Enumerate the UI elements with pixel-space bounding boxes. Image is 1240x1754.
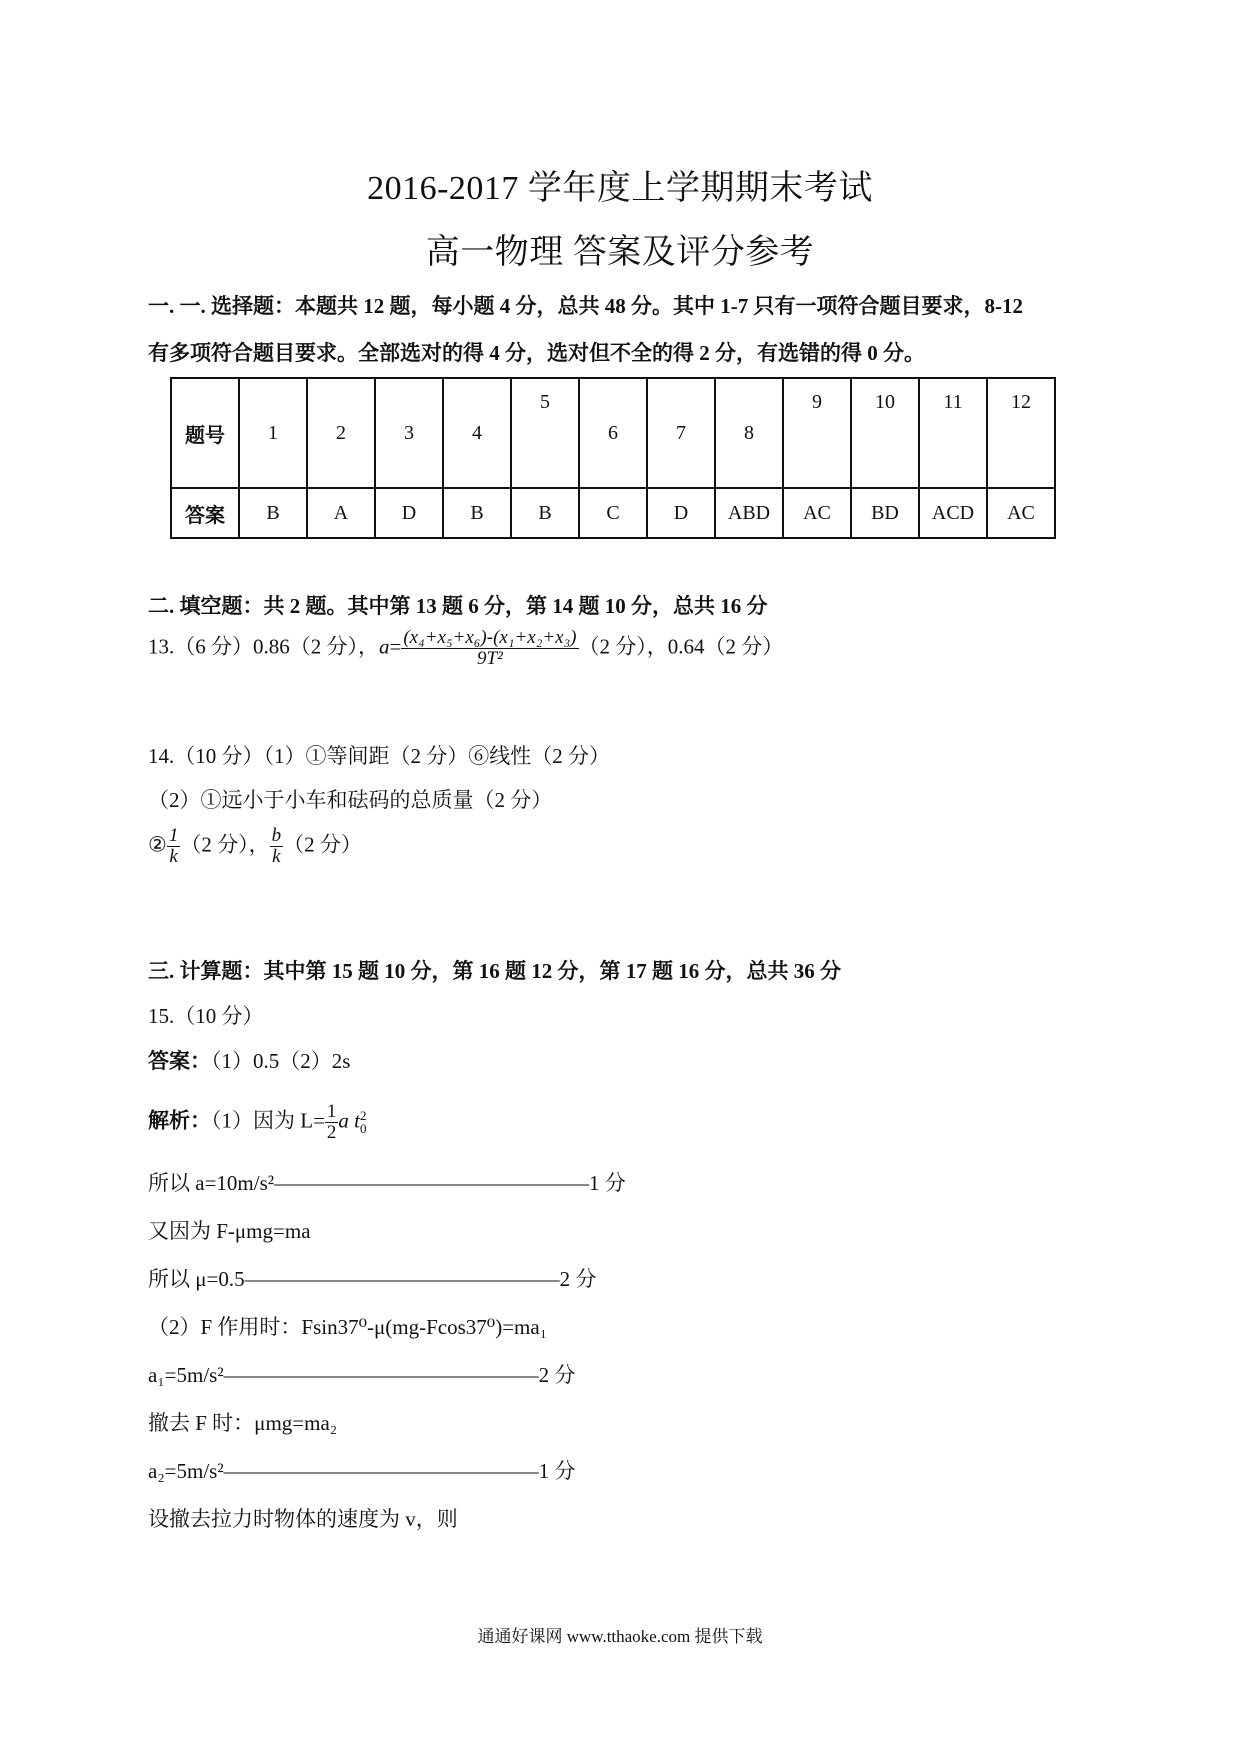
q13-eq: = <box>389 634 402 659</box>
table-cell: D <box>647 488 715 538</box>
q13-var: a <box>379 634 390 659</box>
table-cell: 2 <box>307 378 375 488</box>
half-den: 2 <box>326 1121 337 1143</box>
table-cell: BD <box>851 488 919 538</box>
calc-line-3: 所以 μ=0.5———————————————2 分 <box>148 1267 597 1291</box>
table-cell: 9 <box>783 378 851 488</box>
analysis-label: 解析： <box>148 1108 211 1133</box>
q13-suffix: （2 分），0.64（2 分） <box>578 634 784 659</box>
table-cell: B <box>443 488 511 538</box>
q14-line1: 14.（10 分）（1）①等间距（2 分）⑥线性（2 分） <box>148 744 610 768</box>
table-cell: 7 <box>647 378 715 488</box>
analysis-text: （1）因为 L= <box>211 1108 325 1133</box>
table-cell: 11 <box>919 378 987 488</box>
table-cell: C <box>579 488 647 538</box>
calc-line-6: 撤去 F 时：μmg=ma₂ <box>148 1411 338 1435</box>
t0-sup: 2 <box>360 1108 367 1124</box>
answer-key-title: 高一物理 答案及评分参考 <box>425 234 815 271</box>
table-cell: 3 <box>375 378 443 488</box>
q14-line3 <box>148 826 362 867</box>
row-head-answer: 答案 <box>171 488 239 538</box>
section2-heading: 二. 填空题：共 2 题。其中第 13 题 6 分，第 14 题 10 分，总共 16 分 <box>148 594 768 618</box>
q14-mid: （2 分）， <box>180 832 270 857</box>
q13-denominator: 9T² <box>477 647 503 669</box>
q13-numerator: (x₄+x₅+x₆)-(x₁+x₂+x₃) <box>403 627 577 648</box>
q13-prefix: 13.（6 分）0.86（2 分）， <box>148 634 379 659</box>
answer-label: 答案： <box>148 1049 211 1073</box>
calc-line-7: a₂=5m/s²———————————————1 分 <box>148 1459 576 1483</box>
half-num: 1 <box>326 1101 337 1122</box>
exam-title: 2016-2017 学年度上学期期末考试 <box>367 170 873 207</box>
table-cell: 12 <box>987 378 1055 488</box>
q13-line <box>148 628 783 669</box>
q15-answer <box>148 1045 350 1075</box>
table-cell: B <box>239 488 307 538</box>
t0-scripts <box>360 1109 367 1135</box>
table-cell: 8 <box>715 378 783 488</box>
q14-end: （2 分） <box>283 832 362 857</box>
table-cell: D <box>375 488 443 538</box>
q14-fraction2 <box>270 826 284 867</box>
t0-sub: 0 <box>360 1121 367 1137</box>
q15-analysis <box>148 1102 367 1143</box>
half-fraction <box>325 1102 339 1143</box>
calc-line-5: a₁=5m/s²———————————————2 分 <box>148 1363 576 1387</box>
calc-line-8: 设撤去拉力时物体的速度为 v，则 <box>148 1507 458 1531</box>
table-cell: A <box>307 488 375 538</box>
q14-f2-num: b <box>271 825 282 846</box>
table-cell: 6 <box>579 378 647 488</box>
section1-heading-line1: 一. 一. 选择题：本题共 12 题，每小题 4 分，总共 48 分。其中 1-7 只有一项符合题目要求，8-12 <box>148 294 1023 318</box>
calc-line-1: 所以 a=10m/s²———————————————1 分 <box>148 1171 626 1195</box>
section1-heading-line2: 有多项符合题目要求。全部选对的得 4 分，选对但不全的得 2 分，有选错的得 0 分。 <box>148 341 925 365</box>
table-cell: B <box>511 488 579 538</box>
table-cell: 5 <box>511 378 579 488</box>
q14-circle2: ② <box>148 832 167 857</box>
row-head-number: 题号 <box>171 378 239 488</box>
table-cell: 1 <box>239 378 307 488</box>
q14-f1-num: 1 <box>168 825 179 846</box>
footer-source: 通通好课网 www.tthaoke.com 提供下载 <box>477 1627 763 1646</box>
table-cell: 10 <box>851 378 919 488</box>
q15-heading: 15.（10 分） <box>148 1004 264 1028</box>
answer-text: （1）0.5（2）2s <box>211 1049 351 1073</box>
q14-line2: （2）①远小于小车和砝码的总质量（2 分） <box>148 788 553 812</box>
table-cell: 4 <box>443 378 511 488</box>
calc-line-4: （2）F 作用时：Fsin37⁰-μ(mg-Fcos37⁰)=ma₁ <box>148 1315 548 1339</box>
table-cell: ABD <box>715 488 783 538</box>
calc-line-2: 又因为 F-μmg=ma <box>148 1219 311 1243</box>
answer-table <box>170 377 1056 539</box>
table-row-answers <box>171 488 1055 538</box>
table-cell: AC <box>987 488 1055 538</box>
section3-heading: 三. 计算题：其中第 15 题 10 分，第 16 题 12 分，第 17 题 16 分，总共 36 分 <box>148 959 841 983</box>
q14-f2-den: k <box>272 845 281 867</box>
q14-fraction1 <box>167 826 181 867</box>
q14-f1-den: k <box>169 845 178 867</box>
at0-expr: a t <box>338 1108 361 1133</box>
table-cell: AC <box>783 488 851 538</box>
table-row-numbers <box>171 378 1055 488</box>
table-cell: ACD <box>919 488 987 538</box>
q13-fraction <box>401 628 578 669</box>
